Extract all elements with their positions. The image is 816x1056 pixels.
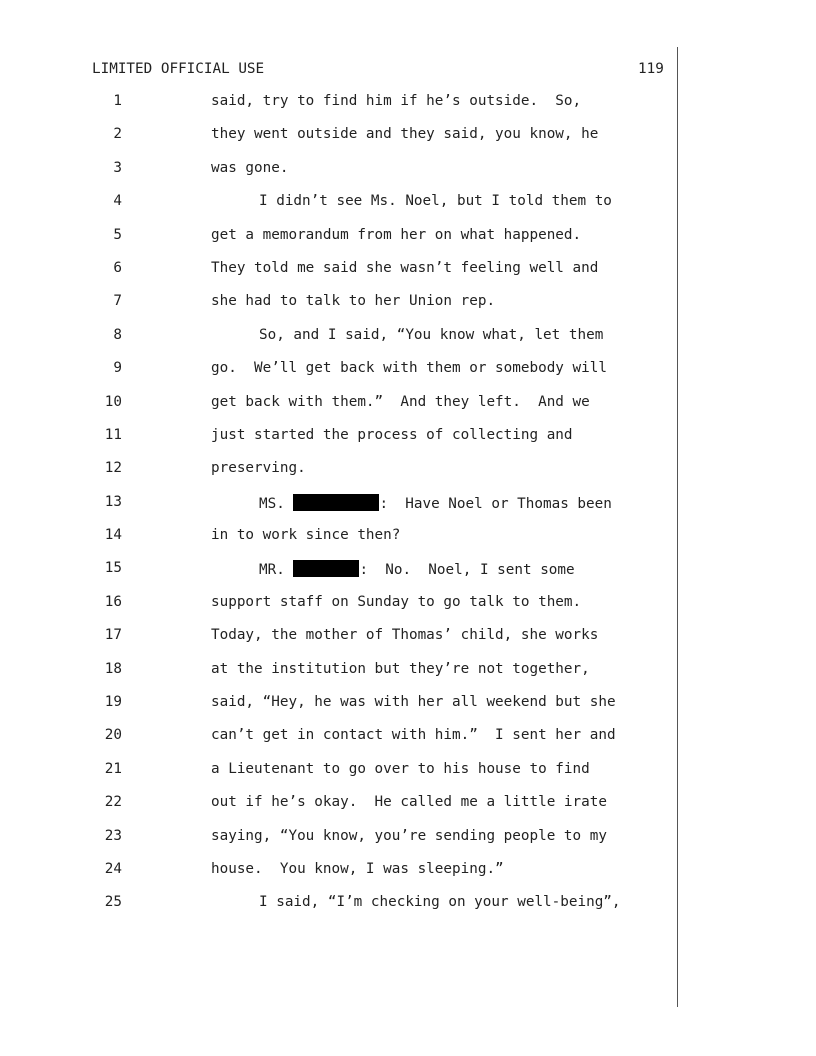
line-text: a Lieutenant to go over to his house to find bbox=[211, 760, 590, 777]
line-number: 21 bbox=[104, 760, 122, 777]
transcript-line bbox=[0, 727, 816, 760]
transcript-line bbox=[0, 594, 816, 627]
line-text: go. We’ll get back with them or somebody will bbox=[211, 360, 607, 377]
transcript-line bbox=[0, 460, 816, 493]
line-number: 3 bbox=[113, 159, 122, 176]
transcript-line bbox=[0, 661, 816, 694]
line-number: 4 bbox=[113, 193, 122, 210]
line-number: 12 bbox=[104, 460, 122, 477]
line-text: said, “Hey, he was with her all weekend but she bbox=[211, 694, 616, 711]
classification-header: LIMITED OFFICIAL USE bbox=[92, 61, 265, 77]
transcript-line bbox=[0, 694, 816, 727]
transcript-line bbox=[0, 494, 816, 527]
line-number: 25 bbox=[104, 894, 122, 911]
line-number: 20 bbox=[104, 727, 122, 744]
transcript-line bbox=[0, 260, 816, 293]
line-number: 16 bbox=[104, 593, 122, 610]
transcript-line bbox=[0, 861, 816, 894]
line-number: 5 bbox=[113, 226, 122, 243]
transcript-line bbox=[0, 527, 816, 560]
line-text: : No. Noel, I sent some bbox=[359, 562, 575, 579]
line-number: 15 bbox=[104, 560, 122, 577]
speaker-line bbox=[211, 494, 612, 512]
transcript-line bbox=[0, 427, 816, 460]
line-text: she had to talk to her Union rep. bbox=[211, 293, 496, 310]
transcript-line bbox=[0, 828, 816, 861]
line-text: : Have Noel or Thomas been bbox=[379, 495, 612, 512]
line-text: preserving. bbox=[211, 460, 306, 477]
transcript-line bbox=[0, 227, 816, 260]
transcript-line bbox=[0, 293, 816, 326]
line-text: support staff on Sunday to go talk to them. bbox=[211, 593, 582, 610]
transcript-line bbox=[0, 160, 816, 193]
transcript-line bbox=[0, 193, 816, 226]
line-text: get back with them.” And they left. And we bbox=[211, 393, 590, 410]
redaction-box bbox=[293, 560, 359, 577]
line-number: 10 bbox=[104, 393, 122, 410]
line-text: I didn’t see Ms. Noel, but I told them to bbox=[259, 193, 612, 210]
line-number: 24 bbox=[104, 860, 122, 877]
line-text: can’t get in contact with him.” I sent her and bbox=[211, 727, 616, 744]
page-number: 119 bbox=[638, 61, 664, 77]
speaker-label: MR. bbox=[259, 562, 285, 579]
transcript-line bbox=[0, 560, 816, 593]
speaker-line bbox=[211, 560, 575, 578]
line-text: just started the process of collecting and bbox=[211, 426, 573, 443]
line-text: house. You know, I was sleeping.” bbox=[211, 860, 504, 877]
line-text: they went outside and they said, you know, he bbox=[211, 126, 599, 143]
line-text: was gone. bbox=[211, 159, 289, 176]
line-text: out if he’s okay. He called me a little irate bbox=[211, 794, 607, 811]
transcript-line bbox=[0, 894, 816, 927]
line-text: Today, the mother of Thomas’ child, she works bbox=[211, 627, 599, 644]
line-text: said, try to find him if he’s outside. So, bbox=[211, 93, 582, 109]
line-text: in to work since then? bbox=[211, 527, 401, 544]
transcript-line bbox=[0, 360, 816, 393]
line-number: 9 bbox=[113, 360, 122, 377]
line-number: 22 bbox=[104, 794, 122, 811]
transcript-line bbox=[0, 627, 816, 660]
line-number: 6 bbox=[113, 259, 122, 276]
line-number: 11 bbox=[104, 426, 122, 443]
line-number: 23 bbox=[104, 827, 122, 844]
transcript-body bbox=[0, 93, 816, 928]
line-number: 13 bbox=[104, 493, 122, 510]
transcript-line bbox=[0, 327, 816, 360]
transcript-line bbox=[0, 394, 816, 427]
line-text: So, and I said, “You know what, let them bbox=[259, 326, 604, 343]
line-text: at the institution but they’re not together, bbox=[211, 660, 590, 677]
line-number: 17 bbox=[104, 627, 122, 644]
line-text: get a memorandum from her on what happened. bbox=[211, 226, 582, 243]
transcript-line bbox=[0, 794, 816, 827]
line-number: 14 bbox=[104, 527, 122, 544]
line-number: 7 bbox=[113, 293, 122, 310]
redaction-box bbox=[293, 494, 379, 511]
line-number: 18 bbox=[104, 660, 122, 677]
line-number: 2 bbox=[113, 126, 122, 143]
line-number: 8 bbox=[113, 326, 122, 343]
transcript-line bbox=[0, 761, 816, 794]
line-number: 1 bbox=[113, 93, 122, 109]
line-text: I said, “I’m checking on your well-being”, bbox=[259, 894, 621, 911]
transcript-line bbox=[0, 126, 816, 159]
transcript-line bbox=[0, 93, 816, 126]
line-number: 19 bbox=[104, 694, 122, 711]
speaker-label: MS. bbox=[259, 495, 285, 512]
line-text: They told me said she wasn’t feeling well and bbox=[211, 259, 599, 276]
line-text: saying, “You know, you’re sending people to my bbox=[211, 827, 607, 844]
